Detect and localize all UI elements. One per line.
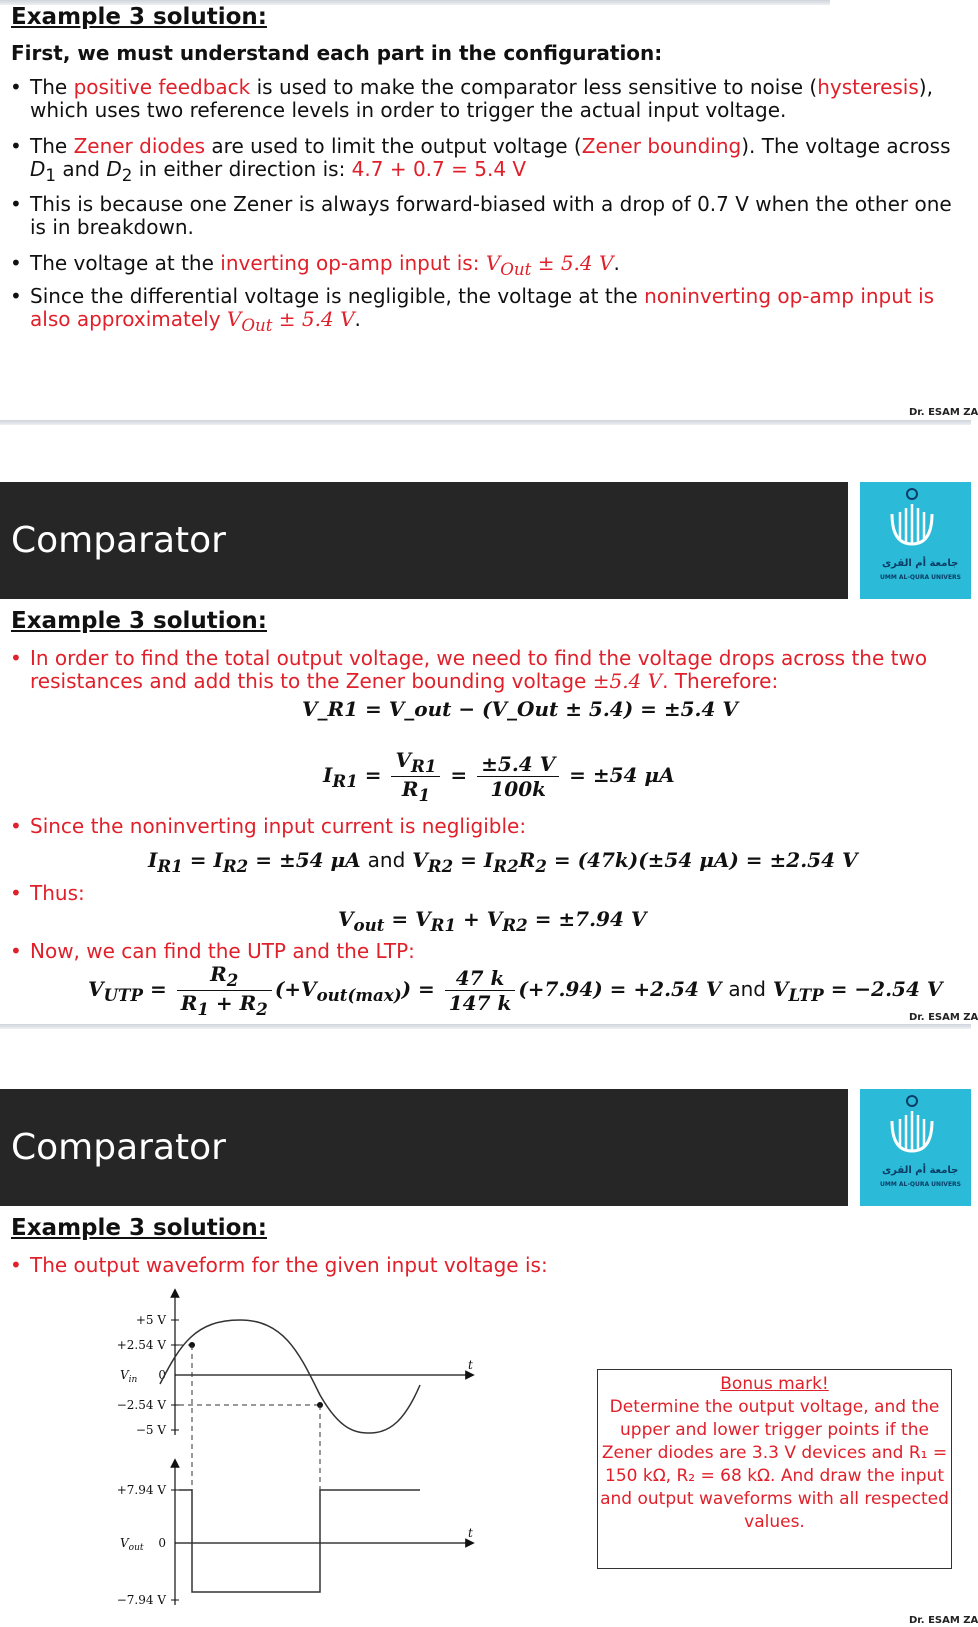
slide-3-title: Example 3 solution: xyxy=(11,1215,267,1241)
slide-2-footer: Dr. ESAM ZA xyxy=(909,1012,978,1023)
vin-label-zero: 0 xyxy=(158,1368,166,1382)
bonus-title: Bonus mark! xyxy=(720,1374,829,1394)
slide-2-title: Example 3 solution: xyxy=(11,608,267,634)
vin-t-label: t xyxy=(468,1358,473,1372)
slide-1-footer: Dr. ESAM ZA xyxy=(909,407,978,418)
bullet-zener-diodes: • The Zener diodes are used to limit the output voltage (Zener bounding). The voltage across $D_1$ and $D_2$ in either direction is: 4.7 + 0.7 = 5.4 V xyxy=(30,135,960,187)
bonus-box xyxy=(597,1369,952,1569)
university-emblem-icon xyxy=(860,482,971,562)
bullet-thus: • Thus: xyxy=(30,882,85,905)
university-logo-2 xyxy=(860,1089,971,1206)
bullet-output-waveform: • The output waveform for the given input voltage is: xyxy=(30,1254,548,1277)
bullet-noninverting-current: • Since the noninverting input current is negligible: xyxy=(30,815,526,838)
slide-3-header-title: Comparator xyxy=(11,1127,226,1168)
slide-2-header-title: Comparator xyxy=(11,520,226,561)
logo-english-text: UMM AL-QURA UNIVERS xyxy=(880,574,961,581)
slide-3-header xyxy=(0,1089,848,1206)
equation-ir2-vr2: $I_{R1} = I_{R2} = \pm 54$ μA and $V_{R2} = I_{R2}R_2 = (47k)(\pm 54$ μA) = ±2.54 V xyxy=(148,848,858,876)
waveform-figure xyxy=(100,1285,500,1625)
vin-sine-wave xyxy=(160,1320,420,1433)
slide-1 xyxy=(0,0,978,430)
logo-english-text: UMM AL-QURA UNIVERS xyxy=(880,1181,961,1188)
logo-arabic-text: جامعة أم القرى xyxy=(882,558,959,569)
equation-utp: $V_{UTP}$ = $\frac{R_2}{R_1 + R_2}$ $(+V_{out(max)})$ = $\frac{47 k}{147 k}$ (+7.94) = +2.54 V and $V_{LTP} = -2.54$ V xyxy=(88,962,943,1019)
vin-label-minus254: −2.54 V xyxy=(116,1398,166,1412)
bullet-noninverting-input: • Since the differential voltage is negligible, the voltage at the noninverting op-amp input is also approximately $V_{Out} \pm 5.4$ V. xyxy=(30,285,960,337)
equation-vout: $V_{out} = V_{R1} + V_{R2} = \pm 7.94$ V xyxy=(338,907,647,935)
bullet-total-output: • In order to find the total output voltage, we need to find the voltage drops across the two resistances and add this to the Zener bounding voltage ±5.4 V. Therefore: xyxy=(30,647,960,693)
slide-1-divider xyxy=(0,420,971,425)
vout-label-plus794: +7.94 V xyxy=(116,1483,166,1497)
university-logo xyxy=(860,482,971,599)
slide-1-intro: First, we must understand each part in the configuration: xyxy=(11,41,663,65)
bonus-body: Determine the output voltage, and the upper and lower trigger points if the Zener diodes are 3.3 V devices and R₁ = 150 kΩ, R₂ = 68 kΩ. And draw the input and output waveforms with all respected values. xyxy=(600,1397,949,1532)
bullet-inverting-input: • The voltage at the inverting op-amp input is: $V_{Out} \pm 5.4$ V. xyxy=(30,252,960,281)
vin-label-plus254: +2.54 V xyxy=(116,1338,166,1352)
slide-1-title: Example 3 solution: xyxy=(11,4,267,30)
vin-axis-label: $V_{in}$ xyxy=(120,1368,138,1385)
vout-t-label: t xyxy=(468,1526,473,1540)
equation-ir1: $I_{R1}$ = $\frac{V_{R1}}{R_1}$ = $\frac{\pm 5.4 V}{100k}$ = ±54 μA xyxy=(323,748,675,805)
slide-2-divider xyxy=(0,1024,971,1029)
bullet-forward-biased: • This is because one Zener is always forward-biased with a drop of 0.7 V when the other one is in breakdown. xyxy=(30,193,960,239)
vout-label-zero: 0 xyxy=(158,1536,166,1550)
logo-arabic-text: جامعة أم القرى xyxy=(882,1165,959,1176)
vout-square-wave xyxy=(179,1490,420,1592)
vout-axis-label: $V_{out}$ xyxy=(120,1536,144,1553)
bullet-utp-ltp: • Now, we can find the UTP and the LTP: xyxy=(30,940,415,963)
university-emblem-icon xyxy=(860,1089,971,1169)
vin-label-plus5: +5 V xyxy=(135,1313,166,1327)
slide-3-footer: Dr. ESAM ZA xyxy=(909,1615,978,1626)
vin-label-minus5: −5 V xyxy=(135,1423,166,1437)
bullet-positive-feedback: • The positive feedback is used to make the comparator less sensitive to noise (hysteresis), which uses two reference levels in order to trigger the actual input voltage. xyxy=(30,76,960,122)
slide-2-header xyxy=(0,482,848,599)
vout-label-minus794: −7.94 V xyxy=(116,1593,166,1607)
equation-vr1: V_R1 = V_out − (V_Out ± 5.4) = ±5.4 V xyxy=(302,697,738,721)
